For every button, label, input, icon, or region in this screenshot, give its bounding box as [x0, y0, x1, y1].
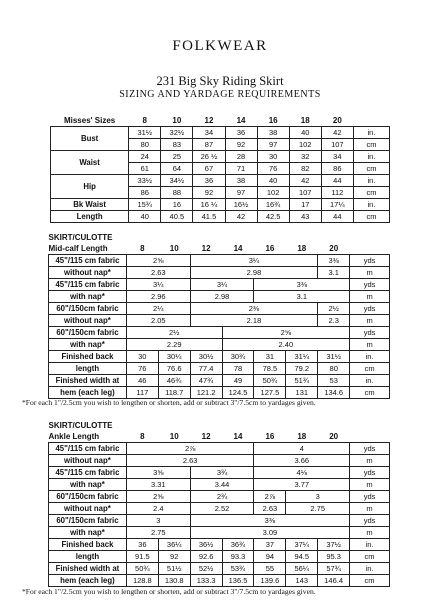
cell: 3.77	[254, 479, 350, 491]
cell: 51¾	[286, 375, 318, 387]
cell: 88	[161, 187, 193, 199]
sizes-table	[50, 115, 390, 223]
cell: 102	[289, 139, 321, 151]
row-label: with nap*	[49, 527, 127, 539]
yardage-note: *For each 1"/2.5cm you wish to lengthen or shorten, add or subtract 3"/7.5cm to yardages given.	[22, 587, 316, 596]
cell: 92	[193, 187, 225, 199]
cell: 2.52	[190, 503, 254, 515]
cell: 76.6	[158, 363, 190, 375]
cell: 139.6	[254, 575, 286, 587]
cell: 17	[289, 199, 321, 211]
unit: cm	[350, 387, 390, 399]
unit: yds	[350, 327, 390, 339]
unit: in.	[353, 199, 389, 211]
unit: in.	[353, 127, 389, 139]
row-label: hem (each leg)	[49, 575, 127, 587]
cell: 25	[161, 151, 193, 163]
cell: 41.5	[193, 211, 225, 223]
row-label: Finished width at	[49, 563, 127, 575]
cell: 3¾	[190, 467, 254, 479]
unit: m	[350, 267, 390, 279]
cell: 4	[254, 443, 350, 455]
yardage-note: *For each 1"/2.5cm you wish to lengthen or shorten, add or subtract 3"/7.5cm to yardages given.	[22, 398, 316, 407]
cell: 86	[321, 163, 353, 175]
page-title: 231 Big Sky Riding Skirt	[156, 74, 284, 88]
row-label: without nap*	[49, 455, 127, 467]
cell: 55	[254, 563, 286, 575]
cell: 36	[126, 539, 158, 551]
cell: 2.63	[126, 455, 254, 467]
cell: 118.7	[158, 387, 190, 399]
cell: 37½	[318, 539, 350, 551]
size-header: 18	[286, 243, 318, 255]
cell: 42	[289, 175, 321, 187]
cell: 79.2	[286, 363, 318, 375]
cell: 44	[321, 175, 353, 187]
cell: 2.18	[190, 315, 318, 327]
cell: 37	[254, 539, 286, 551]
unit: cm	[350, 575, 390, 587]
cell: 30	[257, 151, 289, 163]
cell: 133.3	[190, 575, 222, 587]
cell: 32	[289, 151, 321, 163]
size-header: 12	[190, 243, 222, 255]
cell: 78	[222, 363, 254, 375]
unit: m	[350, 315, 390, 327]
row-label-bust: Bust	[51, 127, 129, 151]
section-subheading: Ankle Length	[49, 431, 127, 443]
row-label: with nap*	[49, 291, 127, 303]
brand-logo: FOLKWEAR	[172, 38, 268, 54]
unit: in.	[350, 563, 390, 575]
unit: in.	[350, 351, 390, 363]
cell: 102	[257, 187, 289, 199]
section-heading: SKIRT/CULOTTE	[48, 420, 113, 430]
cell: 2.05	[126, 315, 190, 327]
unit: yds	[350, 515, 390, 527]
cell: 50¾	[254, 375, 286, 387]
cell: 34	[193, 127, 225, 139]
cell: 53¾	[222, 563, 254, 575]
cell: 36	[225, 127, 257, 139]
cell: 2¾	[190, 491, 254, 503]
cell: 134.6	[318, 387, 350, 399]
row-label: 60"/150cm fabric	[49, 515, 127, 527]
cell: 2.40	[222, 339, 350, 351]
cell: 67	[193, 163, 225, 175]
cell: 36¾	[222, 539, 254, 551]
cell: 2.96	[126, 291, 190, 303]
cell: 53	[318, 375, 350, 387]
unit: in.	[353, 151, 389, 163]
cell: 42	[321, 127, 353, 139]
cell: 40	[257, 175, 289, 187]
row-label: 60"/150cm fabric	[49, 303, 127, 315]
cell: 124.5	[222, 387, 254, 399]
cell: 2⅝	[222, 327, 350, 339]
size-header: 8	[126, 243, 158, 255]
cell: 2⅝	[126, 491, 190, 503]
cell: 40	[289, 127, 321, 139]
cell: 2⅞	[126, 443, 254, 455]
cell: 40.5	[161, 211, 193, 223]
row-label: length	[49, 363, 127, 375]
cell: 2.75	[126, 527, 190, 539]
row-label: 45"/115 cm fabric	[49, 443, 127, 455]
unit: cm	[350, 363, 390, 375]
size-header: 16	[257, 115, 289, 127]
cell: 16 ¼	[193, 199, 225, 211]
row-label: 45"/115 cm fabric	[49, 279, 127, 291]
unit: in.	[350, 539, 390, 551]
size-header: 16	[254, 243, 286, 255]
unit: yds	[350, 255, 390, 267]
cell: 64	[161, 163, 193, 175]
row-label: Finished back	[49, 539, 127, 551]
unit: m	[350, 339, 390, 351]
unit: m	[350, 291, 390, 303]
unit: in.	[353, 175, 389, 187]
cell: 143	[286, 575, 318, 587]
unit: cm	[350, 551, 390, 563]
cell: 3.1	[254, 291, 350, 303]
row-label: length	[49, 551, 127, 563]
cell: 2½	[318, 303, 350, 315]
cell: 2.75	[286, 503, 350, 515]
ankle-table	[48, 420, 390, 587]
cell: 3⅝	[126, 467, 190, 479]
cell: 16½	[225, 199, 257, 211]
row-label: 45"/115 cm fabric	[49, 467, 127, 479]
unit: cm	[353, 139, 389, 151]
section-heading: SKIRT/CULOTTE	[48, 232, 113, 242]
cell: 2.4	[126, 503, 190, 515]
sizes-header-label: Misses' Sizes	[51, 115, 129, 127]
cell: 121.2	[190, 387, 222, 399]
cell: 31½	[129, 127, 161, 139]
row-label: 45"/115 cm fabric	[49, 255, 127, 267]
cell: 51½	[158, 563, 190, 575]
cell: 36½	[190, 539, 222, 551]
cell: 43	[289, 211, 321, 223]
cell: 31¼	[286, 351, 318, 363]
mid-calf-table	[48, 232, 390, 399]
cell: 42.5	[257, 211, 289, 223]
cell: 33½	[129, 175, 161, 187]
row-label-length: Length	[51, 211, 129, 223]
cell: 146.4	[318, 575, 350, 587]
size-header: 20	[318, 243, 350, 255]
row-label-bk-waist: Bk Waist	[51, 199, 129, 211]
cell: 92	[158, 551, 190, 563]
cell: 42	[225, 211, 257, 223]
cell: 3⅜	[190, 515, 349, 527]
cell: 16¾	[257, 199, 289, 211]
cell: 3.09	[190, 527, 349, 539]
unit: yds	[350, 279, 390, 291]
size-header: 8	[126, 431, 158, 443]
cell: 2.63	[254, 503, 286, 515]
size-header: 12	[190, 431, 222, 443]
cell: 3¼	[190, 255, 318, 267]
size-header: 10	[161, 115, 193, 127]
row-label-hip: Hip	[51, 175, 129, 199]
cell: 32½	[161, 127, 193, 139]
unit: yds	[350, 303, 390, 315]
page-subtitle: SIZING AND YARDAGE REQUIREMENTS	[119, 89, 321, 100]
cell: 3¼	[190, 279, 254, 291]
cell: 24	[129, 151, 161, 163]
cell: 31	[254, 351, 286, 363]
cell: 128.8	[126, 575, 158, 587]
cell: 26 ½	[193, 151, 225, 163]
row-label: without nap*	[49, 315, 127, 327]
cell: 15¾	[129, 199, 161, 211]
row-label: without nap*	[49, 267, 127, 279]
cell: 3⅜	[318, 255, 350, 267]
cell: 34	[321, 151, 353, 163]
cell: 82	[289, 163, 321, 175]
row-label: 60"/150cm fabric	[49, 327, 127, 339]
cell: 131	[286, 387, 318, 399]
cell: 91.5	[126, 551, 158, 563]
cell: 17¼	[321, 199, 353, 211]
cell: 3⅜	[254, 279, 350, 291]
cell: 107	[321, 139, 353, 151]
cell: 76	[257, 163, 289, 175]
cell: 87	[193, 139, 225, 151]
cell: 3	[286, 491, 350, 503]
cell: 2.29	[126, 339, 222, 351]
section-subheading: Mid-calf Length	[49, 243, 127, 255]
cell: 107	[289, 187, 321, 199]
cell: 36	[193, 175, 225, 187]
size-header: 16	[254, 431, 286, 443]
cell: 16	[161, 199, 193, 211]
cell: 56¼	[286, 563, 318, 575]
cell: 4⅛	[254, 467, 350, 479]
cell: 52½	[190, 563, 222, 575]
row-label: without nap*	[49, 503, 127, 515]
unit: m	[350, 479, 390, 491]
size-header: 8	[129, 115, 161, 127]
cell: 38	[257, 127, 289, 139]
cell: 30	[126, 351, 158, 363]
unit: m	[350, 455, 390, 467]
row-label: hem (each leg)	[49, 387, 127, 399]
row-label: Finished back	[49, 351, 127, 363]
cell: 2½	[126, 327, 222, 339]
cell: 112	[321, 187, 353, 199]
unit: yds	[350, 443, 390, 455]
cell: 50¾	[126, 563, 158, 575]
unit: in.	[350, 375, 390, 387]
cell: 94	[254, 551, 286, 563]
cell: 127.5	[254, 387, 286, 399]
cell: 83	[161, 139, 193, 151]
cell: 117	[126, 387, 158, 399]
size-header: 14	[225, 115, 257, 127]
cell: 2⅞	[254, 491, 286, 503]
cell: 2⅝	[126, 255, 190, 267]
cell: 3¼	[126, 279, 190, 291]
cell: 130.8	[158, 575, 190, 587]
cell: 78.5	[254, 363, 286, 375]
size-header: 18	[286, 431, 318, 443]
cell: 71	[225, 163, 257, 175]
cell: 46¾	[158, 375, 190, 387]
cell: 49	[222, 375, 254, 387]
cell: 37¼	[286, 539, 318, 551]
size-header: 12	[193, 115, 225, 127]
cell: 3	[126, 515, 190, 527]
cell: 3.1	[318, 267, 350, 279]
cell: 40	[129, 211, 161, 223]
unit: cm	[353, 211, 389, 223]
cell: 2¼	[126, 303, 190, 315]
cell: 44	[321, 211, 353, 223]
cell: 3.31	[126, 479, 190, 491]
size-header: 14	[222, 243, 254, 255]
cell: 34½	[161, 175, 193, 187]
cell: 97	[257, 139, 289, 151]
cell: 28	[225, 151, 257, 163]
size-header: 14	[222, 431, 254, 443]
cell: 47¾	[190, 375, 222, 387]
cell: 92	[225, 139, 257, 151]
cell: 2⅜	[190, 303, 318, 315]
cell: 92.6	[190, 551, 222, 563]
cell: 76	[126, 363, 158, 375]
cell: 93.3	[222, 551, 254, 563]
cell: 30¼	[158, 351, 190, 363]
unit: m	[350, 527, 390, 539]
cell: 136.5	[222, 575, 254, 587]
cell: 30¾	[222, 351, 254, 363]
size-header: 10	[158, 431, 190, 443]
row-label-waist: Waist	[51, 151, 129, 175]
cell: 97	[225, 187, 257, 199]
cell: 2.98	[190, 267, 318, 279]
unit: cm	[353, 163, 389, 175]
row-label: with nap*	[49, 479, 127, 491]
size-header: 20	[321, 115, 353, 127]
cell: 31½	[318, 351, 350, 363]
unit: yds	[350, 467, 390, 479]
cell: 2.98	[190, 291, 254, 303]
row-label: Finished width at	[49, 375, 127, 387]
cell: 80	[129, 139, 161, 151]
cell: 36¼	[158, 539, 190, 551]
cell: 2.63	[126, 267, 190, 279]
cell: 94.5	[286, 551, 318, 563]
cell: 2.3	[318, 315, 350, 327]
cell: 38	[225, 175, 257, 187]
cell: 80	[318, 363, 350, 375]
unit: yds	[350, 491, 390, 503]
row-label: 60"/150cm fabric	[49, 491, 127, 503]
cell: 57¾	[318, 563, 350, 575]
unit: cm	[353, 187, 389, 199]
size-header: 18	[289, 115, 321, 127]
size-header: 10	[158, 243, 190, 255]
cell: 3.44	[190, 479, 254, 491]
row-label: with nap*	[49, 339, 127, 351]
cell: 86	[129, 187, 161, 199]
unit: m	[350, 503, 390, 515]
cell: 95.3	[318, 551, 350, 563]
size-header: 20	[318, 431, 350, 443]
cell: 77.4	[190, 363, 222, 375]
cell: 3.66	[254, 455, 350, 467]
cell: 30½	[190, 351, 222, 363]
cell: 61	[129, 163, 161, 175]
cell: 46	[126, 375, 158, 387]
